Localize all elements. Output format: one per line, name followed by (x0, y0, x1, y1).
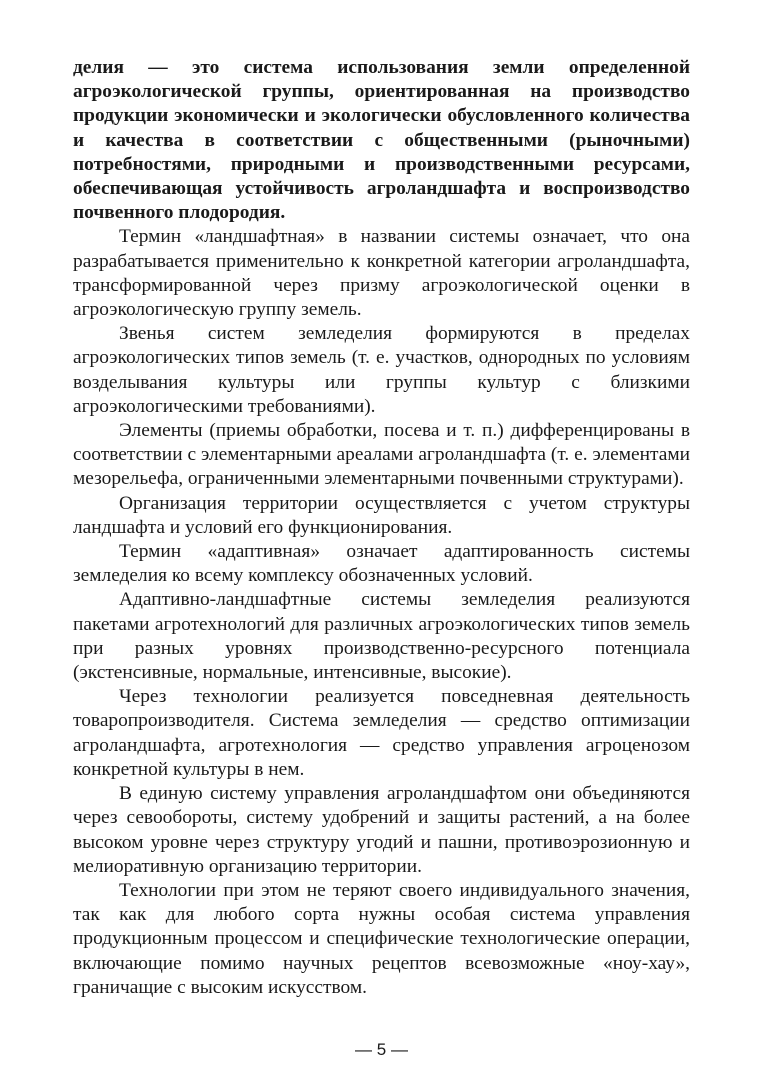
paragraph-individual-significance: Технологии при этом не теряют своего индивидуального значения, так как для любого сорта нужны особая система управления продукционным процессом и специфические технологические операции, включающие помимо научных рецептов всевозможные «ноу-хау», граничащие с высоким искусством. (73, 879, 690, 998)
paragraph-elements: Элементы (приемы обработки, посева и т. п.) дифференцированы в соответствии с элементарными ареалами агроландшафта (т. е. элементами мезорельефа, ограниченными элементарными почвенными структурами). (73, 420, 690, 490)
page-body (73, 56, 690, 1000)
paragraph-territory-organization: Организация территории осуществляется с учетом структуры ландшафта и условий его функционирования. (73, 492, 690, 538)
paragraph-unified-management: В единую систему управления агроландшафтом они объединяются через севообороты, систему удобрений и защиты растений, а на более высоком уровне через структуру угодий и пашни, противоэрозионную и мелиоративную организацию территории. (73, 783, 690, 877)
page-number: — 5 — (355, 1040, 408, 1059)
paragraph-adaptive-term: Термин «адаптивная» означает адаптированность системы земледелия ко всему комплексу обозначенных условий. (73, 541, 690, 587)
paragraph-technologies: Через технологии реализуется повседневная деятельность товаропроизводителя. Система земледелия — средство оптимизации агроландшафта, агротехнология — средство управления агроценозом конкретной культуры в нем. (73, 686, 690, 780)
lead-paragraph: делия — это система использования земли определенной агроэкологической группы, ориентированная на производство продукции экономически и экологически обусловленного количества и качества в соответствии с общественными (рыночными) потребностями, природными и производственными ресурсами, обеспечивающая устойчивость агроландшафта и воспроизводство почвенного плодородия. (73, 57, 690, 224)
paragraph-system-links: Звенья систем земледелия формируются в пределах агроэкологических типов земель (т. е. участков, однородных по условиям возделывания культуры или группы культур с близкими агроэкологическими требованиями). (73, 323, 690, 417)
paragraph-agrotechnology-packages: Адаптивно-ландшафтные системы земледелия реализуются пакетами агротехнологий для различных агроэкологических типов земель при разных уровнях производственно-ресурсного потенциала (экстенсивные, нормальные, интенсивные, высокие). (73, 589, 690, 684)
paragraph-landscape-term: Термин «ландшафтная» в названии системы означает, что она разрабатывается применительно к конкретной категории агроландшафта, трансформированной через призму агроэкологической оценки в агроэкологическую группу земель. (73, 226, 690, 321)
